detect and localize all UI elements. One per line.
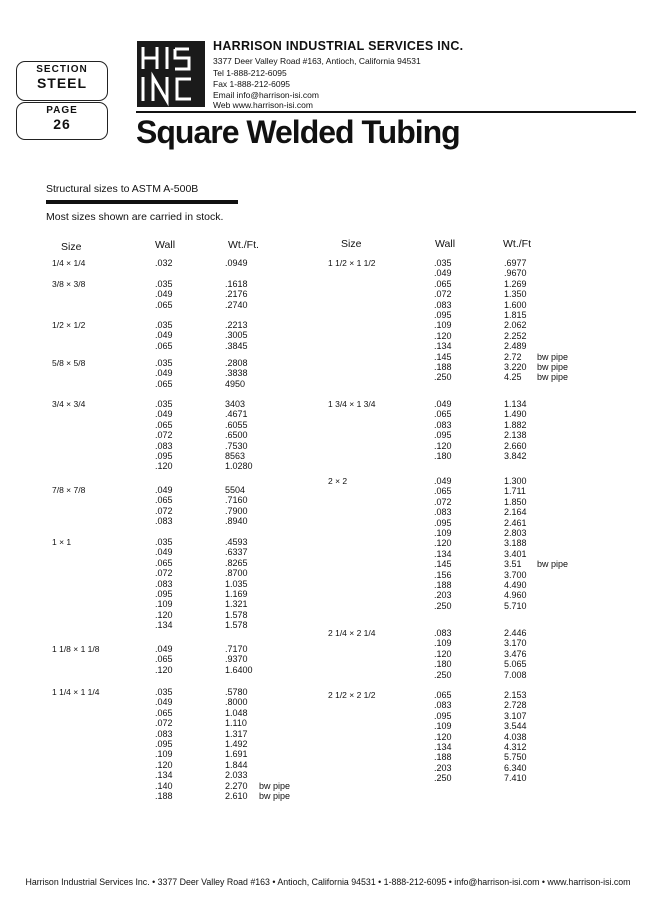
wall-value: .188	[434, 362, 452, 372]
wall-value: .049	[155, 485, 173, 495]
wall-value: .083	[155, 578, 173, 589]
weight-value: .7530	[225, 440, 248, 451]
weight-value: 1.035	[225, 578, 248, 589]
weight-value: 2.252	[504, 330, 527, 341]
right-size-header: Size	[341, 238, 362, 250]
weight-value: 2.164	[504, 507, 527, 518]
weight-value: 3.220	[504, 362, 527, 372]
wall-value: .083	[434, 299, 452, 310]
weight-value: .7900	[225, 505, 248, 516]
wall-value: .095	[155, 451, 173, 461]
weight-value: 5.750	[504, 752, 527, 763]
wall-value: .109	[434, 721, 452, 732]
size-label: 2 1/2 × 2 1/2	[328, 690, 376, 700]
wall-value: .032	[155, 258, 173, 268]
wall-value: .035	[155, 279, 173, 289]
page-title: Square Welded Tubing	[136, 114, 460, 150]
subtitle-rule	[46, 200, 238, 204]
weight-value: 1.578	[225, 609, 248, 620]
wall-value: .065	[155, 707, 173, 718]
size-label: 2 1/4 × 2 1/4	[328, 628, 376, 638]
spec-subtitle: Structural sizes to ASTM A-500B	[46, 183, 199, 195]
weight-value: 1.492	[225, 739, 248, 749]
weight-value: .8000	[225, 697, 248, 708]
wall-value: .035	[155, 537, 173, 547]
wall-value: .109	[155, 599, 173, 610]
weight-value: 2.489	[504, 341, 527, 352]
weight-value: 1.048	[225, 707, 248, 718]
weight-value: .8265	[225, 557, 248, 568]
weight-value: 2.138	[504, 430, 527, 441]
weight-value: .8700	[225, 568, 248, 579]
weight-value: 1.350	[504, 289, 527, 300]
header-rule	[136, 111, 636, 113]
wall-value: .188	[155, 791, 173, 801]
wall-value: .140	[155, 780, 173, 791]
wall-value: .083	[434, 419, 452, 430]
wall-value: .049	[155, 368, 173, 379]
weight-value: 3.107	[504, 710, 527, 721]
weight-value: .4671	[225, 409, 248, 420]
wall-value: .065	[155, 495, 173, 506]
wall-value: .109	[155, 749, 173, 760]
left-weight-header: Wt./Ft.	[228, 239, 259, 251]
weight-value: .3005	[225, 330, 248, 341]
wall-value: .250	[434, 600, 452, 611]
wall-value: .049	[155, 547, 173, 558]
wall-value: .049	[155, 330, 173, 341]
wall-value: .250	[434, 372, 452, 383]
size-label: 5/8 × 5/8	[52, 358, 86, 368]
wall-value: .188	[434, 752, 452, 763]
wall-value: .072	[155, 430, 173, 441]
weight-value: .0949	[225, 258, 248, 268]
weight-value: 5504	[225, 485, 246, 495]
size-label: 7/8 × 7/8	[52, 485, 86, 495]
weight-value: .2808	[225, 358, 248, 368]
wall-value: .065	[155, 340, 173, 351]
weight-value: .2213	[225, 320, 248, 330]
wall-value: .083	[434, 628, 452, 638]
wall-value: .250	[434, 669, 452, 680]
company-web: Web www.harrison-isi.com	[213, 100, 313, 110]
wall-value: .188	[434, 580, 452, 590]
weight-value: 2.446	[504, 628, 527, 638]
wall-value: .072	[155, 505, 173, 516]
wall-value: .035	[155, 320, 173, 330]
wall-value: .095	[434, 710, 452, 721]
size-label: 1 × 1	[52, 537, 72, 547]
weight-value: 1.600	[504, 299, 527, 310]
wall-value: .083	[155, 516, 173, 527]
wall-value: .072	[434, 289, 452, 300]
weight-value: 2.461	[504, 517, 527, 528]
wall-value: .134	[155, 620, 173, 631]
wall-value: .120	[434, 648, 452, 659]
weight-value: .3838	[225, 368, 248, 379]
company-name: HARRISON INDUSTRIAL SERVICES INC.	[213, 39, 464, 53]
stock-note: Most sizes shown are carried in stock.	[46, 211, 224, 223]
wall-value: .065	[155, 299, 173, 310]
wall-value: .065	[155, 378, 173, 389]
wall-value: .049	[155, 289, 173, 300]
wall-value: .072	[155, 718, 173, 729]
pipe-note: bw pipe	[537, 351, 569, 362]
wall-value: .134	[434, 341, 452, 352]
size-label: 2 × 2	[328, 476, 348, 486]
size-label: 1/4 × 1/4	[52, 258, 86, 268]
weight-value: 2.610	[225, 791, 248, 801]
weight-value: 4.312	[504, 742, 527, 752]
section-badge	[16, 61, 108, 101]
pipe-note: bw pipe	[537, 559, 569, 570]
weight-value: .6500	[225, 430, 248, 441]
weight-value: 1.691	[225, 749, 248, 760]
wall-value: .109	[434, 320, 452, 331]
weight-value: 2.062	[504, 320, 527, 331]
weight-value: 1.317	[225, 728, 248, 739]
weight-value: .6977	[504, 258, 527, 268]
weight-value: 1.850	[504, 496, 527, 507]
wall-value: .049	[434, 476, 452, 486]
wall-value: .109	[434, 638, 452, 649]
left-size-header: Size	[61, 241, 82, 253]
wall-value: .120	[434, 731, 452, 742]
weight-value: .6337	[225, 547, 248, 558]
company-fax: Fax 1-888-212-6095	[213, 79, 291, 89]
section-badge-label: SECTION	[36, 64, 88, 75]
wall-value: .035	[155, 358, 173, 368]
weight-value: 1.578	[225, 620, 248, 631]
weight-value: .2176	[225, 289, 248, 300]
wall-value: .120	[155, 664, 173, 675]
wall-value: .095	[434, 310, 452, 320]
wall-value: .065	[434, 690, 452, 700]
weight-value: 1.844	[225, 759, 248, 770]
wall-value: .250	[434, 773, 452, 784]
size-label: 1/2 × 1/2	[52, 320, 86, 330]
wall-value: .134	[434, 742, 452, 752]
weight-value: 1.321	[225, 599, 248, 610]
left-wall-header: Wall	[155, 239, 176, 251]
wall-value: .083	[155, 440, 173, 451]
weight-value: 1.6400	[225, 664, 253, 675]
weight-value: 2.270	[225, 780, 248, 791]
pipe-note: bw pipe	[537, 372, 569, 383]
wall-value: .156	[434, 569, 452, 580]
pipe-note: bw pipe	[537, 362, 569, 372]
weight-value: .4593	[225, 537, 248, 547]
page-footer: Harrison Industrial Services Inc. • 3377 Deer Valley Road #163 • Antioch, California 94531 • 1-888-212-6095 • info@harrison-isi.com • www.harrison-isi.com	[25, 877, 631, 887]
wall-value: .049	[155, 644, 173, 654]
wall-value: .049	[434, 268, 452, 279]
section-badge-value: STEEL	[36, 75, 88, 91]
weight-value: 7.008	[504, 669, 527, 680]
weight-value: .7160	[225, 495, 248, 506]
size-label: 1 1/8 × 1 1/8	[52, 644, 100, 654]
wall-value: .035	[155, 399, 173, 409]
wall-value: .065	[155, 557, 173, 568]
wall-value: .095	[155, 739, 173, 749]
wall-value: .072	[434, 496, 452, 507]
weight-value: 5.065	[504, 659, 527, 670]
size-label: 1 1/4 × 1 1/4	[52, 687, 100, 697]
weight-value: 2.728	[504, 700, 527, 711]
wall-value: .049	[155, 409, 173, 420]
weight-value: 4.25	[504, 372, 522, 383]
wall-value: .120	[434, 538, 452, 549]
weight-value: 3.401	[504, 548, 527, 559]
wall-value: .083	[434, 507, 452, 518]
weight-value: 2.660	[504, 440, 527, 451]
wall-value: .134	[155, 770, 173, 781]
wall-value: .035	[155, 687, 173, 697]
wall-value: .145	[434, 559, 452, 570]
weight-value: 1.169	[225, 589, 248, 599]
weight-value: 6.340	[504, 762, 527, 773]
wall-value: .180	[434, 451, 452, 461]
right-weight-header: Wt./Ft	[503, 238, 531, 250]
weight-value: 3.544	[504, 721, 527, 732]
weight-value: .9670	[504, 268, 527, 279]
weight-value: 8563	[225, 451, 246, 461]
weight-value: 1.300	[504, 476, 527, 486]
weight-value: 1.882	[504, 419, 527, 430]
wall-value: .049	[434, 399, 452, 409]
size-label: 1 1/2 × 1 1/2	[328, 258, 376, 268]
weight-value: 3.476	[504, 648, 527, 659]
page-badge-value: 26	[53, 116, 71, 132]
weight-value: 2.72	[504, 351, 522, 362]
weight-value: .3845	[225, 340, 248, 351]
wall-value: .120	[155, 609, 173, 620]
company-tel: Tel 1-888-212-6095	[213, 68, 287, 78]
wall-value: .065	[155, 419, 173, 430]
weight-value: 5.710	[504, 600, 527, 611]
wall-value: .065	[434, 486, 452, 497]
wall-value: .065	[434, 278, 452, 289]
wall-value: .083	[155, 728, 173, 739]
weight-value: .9370	[225, 654, 248, 665]
wall-value: .120	[155, 759, 173, 770]
pipe-note: bw pipe	[259, 791, 291, 801]
size-label: 3/4 × 3/4	[52, 399, 86, 409]
weight-value: .6055	[225, 419, 248, 430]
wall-value: .120	[434, 440, 452, 451]
weight-value: 1.490	[504, 409, 527, 420]
wall-value: .203	[434, 590, 452, 601]
size-label: 1 3/4 × 1 3/4	[328, 399, 376, 409]
weight-value: 1.711	[504, 486, 526, 497]
weight-value: .7170	[225, 644, 248, 654]
weight-value: 1.110	[225, 718, 247, 729]
company-address: 3377 Deer Valley Road #163, Antioch, California 94531	[213, 56, 421, 66]
wall-value: .109	[434, 528, 452, 538]
wall-value: .145	[434, 351, 452, 362]
weight-value: 7.410	[504, 773, 527, 784]
wall-value: .072	[155, 568, 173, 579]
weight-value: 3.170	[504, 638, 527, 649]
size-label: 3/8 × 3/8	[52, 279, 86, 289]
weight-value: .5780	[225, 687, 248, 697]
wall-value: .035	[434, 258, 452, 268]
company-logo	[137, 41, 205, 107]
wall-value: .095	[434, 430, 452, 441]
pipe-note: bw pipe	[259, 780, 291, 791]
weight-value: 3.842	[504, 451, 527, 461]
right-wall-header: Wall	[435, 238, 456, 250]
page-badge	[16, 102, 108, 140]
weight-value: 3403	[225, 399, 246, 409]
weight-value: .8940	[225, 516, 248, 527]
wall-value: .120	[434, 330, 452, 341]
weight-value: 3.51	[504, 559, 522, 570]
weight-value: 4.960	[504, 590, 527, 601]
weight-value: 4.490	[504, 580, 527, 590]
weight-value: 1.0280	[225, 461, 253, 472]
wall-value: .095	[434, 517, 452, 528]
wall-value: .049	[155, 697, 173, 708]
weight-value: 1.269	[504, 278, 527, 289]
weight-value: 4.038	[504, 731, 527, 742]
weight-value: 2.803	[504, 528, 527, 538]
wall-value: .065	[434, 409, 452, 420]
weight-value: 2.153	[504, 690, 527, 700]
wall-value: .083	[434, 700, 452, 711]
wall-value: .095	[155, 589, 173, 599]
wall-value: .134	[434, 548, 452, 559]
weight-value: 3.700	[504, 569, 527, 580]
company-email: Email info@harrison-isi.com	[213, 90, 319, 100]
weight-value: 2.033	[225, 770, 248, 781]
weight-value: 4950	[225, 378, 246, 389]
page-badge-label: PAGE	[46, 105, 78, 116]
wall-value: .065	[155, 654, 173, 665]
wall-value: .180	[434, 659, 452, 670]
weight-value: 3.188	[504, 538, 527, 549]
wall-value: .203	[434, 762, 452, 773]
weight-value: 1.134	[504, 399, 527, 409]
weight-value: 1.815	[504, 310, 527, 320]
wall-value: .120	[155, 461, 173, 472]
weight-value: .1618	[225, 279, 248, 289]
weight-value: .2740	[225, 299, 248, 310]
